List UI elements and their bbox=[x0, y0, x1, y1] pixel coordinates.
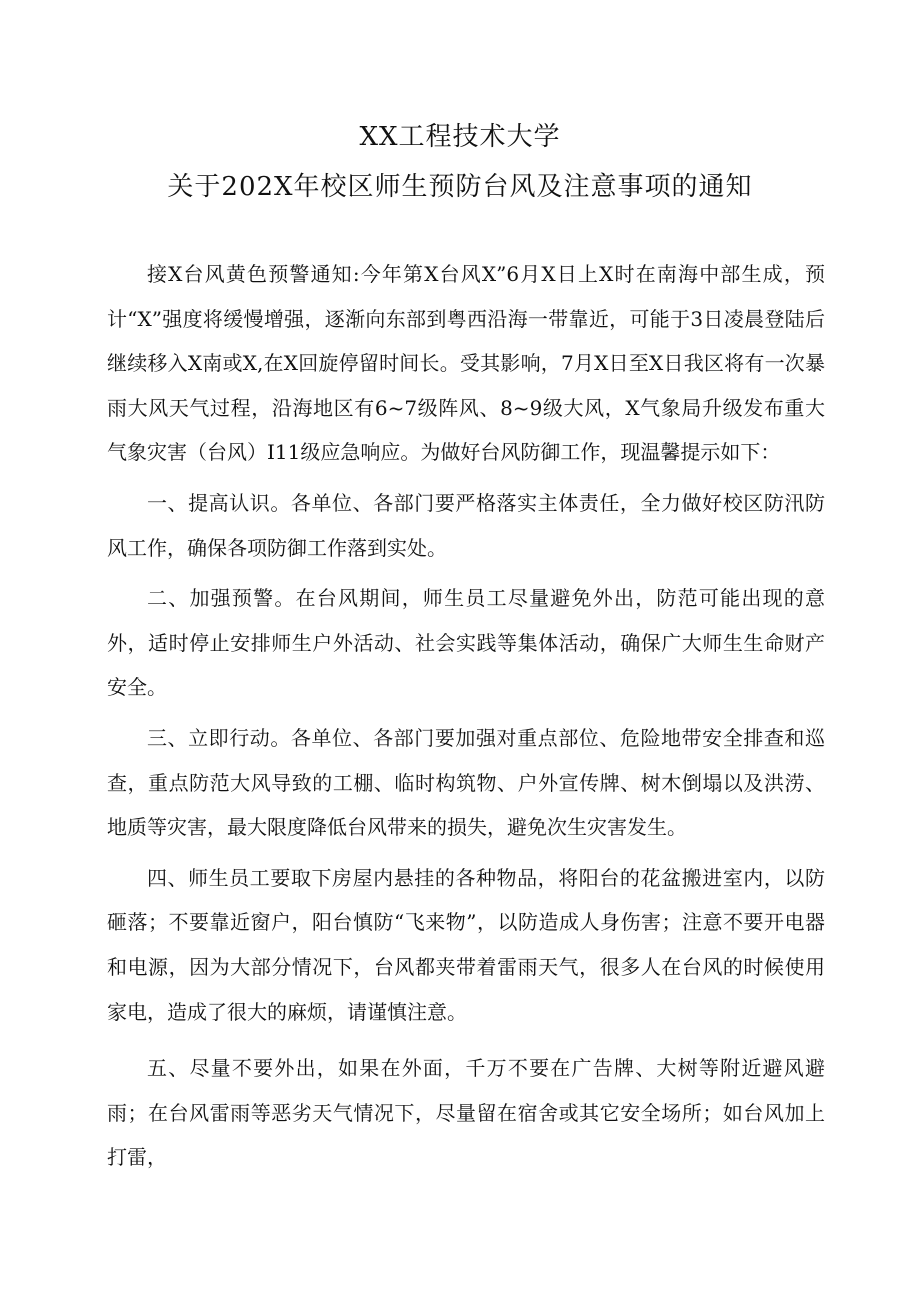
paragraph-item-5: 五、尽量不要外出，如果在外面，千万不要在广告牌、大树等附近避风避雨；在台风雷雨等恶劣天气情况下，尽量留在宿舍或其它安全场所；如台风加上打雷， bbox=[107, 1056, 825, 1170]
paragraph-item-4: 四、师生员工要取下房屋内悬挂的各种物品，将阳台的花盆搬进室内，以防砸落；不要靠近窗户，阳台慎防“飞来物”，以防造成人身伤害；注意不要开电器和电源，因为大部分情况下，台风都夹带着雷雨天气，很多人在台风的时候使用家电，造成了很大的麻烦，请谨慎注意。 bbox=[107, 865, 825, 1024]
title-block-1 bbox=[0, 113, 920, 161]
document-body bbox=[107, 252, 825, 1180]
paragraph-intro: 接X台风黄色预警通知:今年第X台风X”6月X日上X时在南海中部生成，预计“X”强度将缓慢增强，逐渐向东部到粤西沿海一带靠近，可能于3日凌晨登陆后继续移入X南或X,在X回旋停留时间长。受其影响，7月X日至X日我区将有一次暴雨大风天气过程，沿海地区有6~7级阵风、8~9级大风，X气象局升级发布重大气象灾害（台风）I11级应急响应。为做好台风防御工作，现温馨提示如下： bbox=[107, 262, 825, 465]
paragraph-item-3: 三、立即行动。各单位、各部门要加强对重点部位、危险地带安全排查和巡查，重点防范大风导致的工棚、临时构筑物、户外宣传牌、树木倒塌以及洪涝、地质等灾害，最大限度降低台风带来的损失，避免次生灾害发生。 bbox=[107, 725, 825, 840]
document-title-university: XX工程技术大学 bbox=[359, 122, 561, 152]
paragraph-item-1: 一、提高认识。各单位、各部门要严格落实主体责任，全力做好校区防汛防风工作，确保各项防御工作落到实处。 bbox=[107, 490, 825, 560]
title-block-2 bbox=[0, 163, 920, 211]
document-title-notice: 关于202X年校区师生预防台风及注意事项的通知 bbox=[167, 172, 753, 202]
paragraph-item-2: 二、加强预警。在台风期间，师生员工尽量避免外出，防范可能出现的意外，适时停止安排师生户外活动、社会实践等集体活动，确保广大师生生命财产安全。 bbox=[107, 586, 825, 700]
